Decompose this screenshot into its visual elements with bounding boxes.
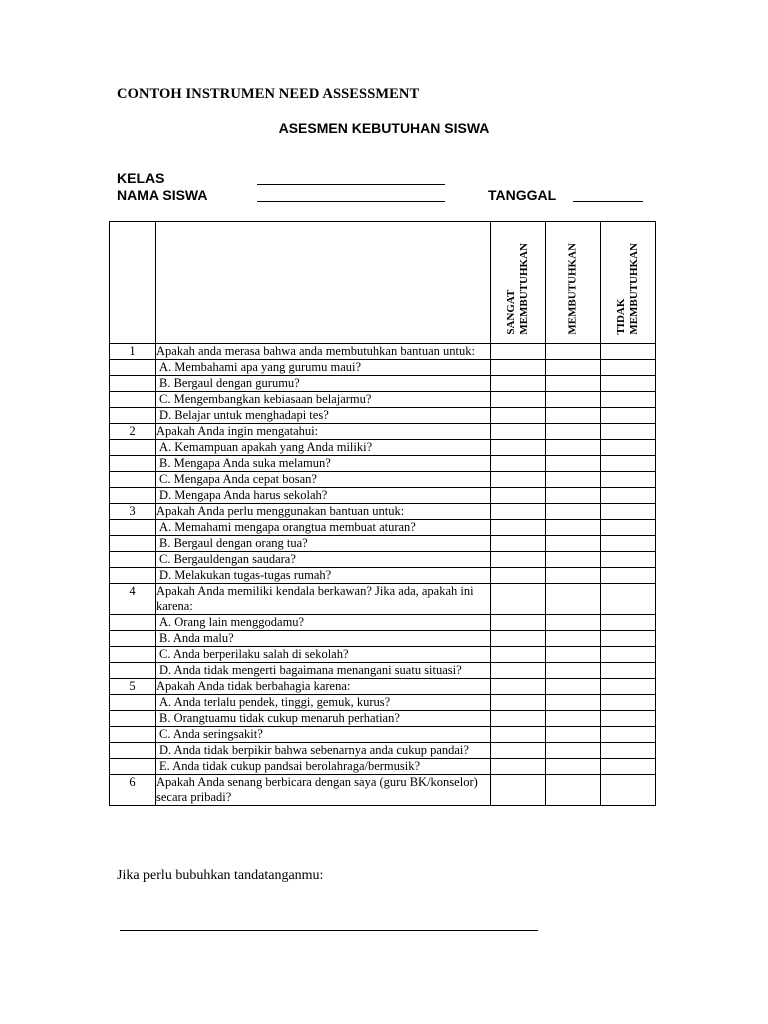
header-line: MEMBUTUHKAN (566, 243, 579, 335)
question-text (156, 344, 491, 360)
checkbox-tidak-membutuhkan[interactable] (601, 775, 656, 806)
checkbox-tidak-membutuhkan[interactable] (601, 552, 656, 568)
row-text: Apakah Anda memiliki kendala berkawan? Jika ada, apakah ini karena: (156, 584, 474, 613)
row-text: A. Orang lain menggodamu? (159, 615, 305, 629)
assessment-table (109, 221, 656, 806)
option-row (110, 456, 656, 472)
row-number (110, 520, 156, 536)
checkbox-membutuhkan[interactable] (546, 520, 601, 536)
row-number (110, 456, 156, 472)
row-number (110, 727, 156, 743)
question-text (156, 775, 491, 806)
checkbox-sangat-membutuhkan[interactable] (491, 743, 546, 759)
checkbox-sangat-membutuhkan[interactable] (491, 759, 546, 775)
checkbox-membutuhkan[interactable] (546, 711, 601, 727)
option-row (110, 727, 656, 743)
checkbox-sangat-membutuhkan[interactable] (491, 504, 546, 520)
row-text: D. Anda tidak berpikir bahwa sebenarnya anda cukup pandai? (159, 743, 469, 757)
document-subtitle (0, 120, 768, 136)
row-number (110, 408, 156, 424)
checkbox-sangat-membutuhkan[interactable] (491, 663, 546, 679)
row-number (110, 536, 156, 552)
checkbox-membutuhkan[interactable] (546, 631, 601, 647)
document-title: CONTOH INSTRUMEN NEED ASSESSMENT (117, 86, 420, 102)
option-text (156, 472, 491, 488)
checkbox-membutuhkan[interactable] (546, 360, 601, 376)
checkbox-sangat-membutuhkan[interactable] (491, 552, 546, 568)
checkbox-membutuhkan[interactable] (546, 408, 601, 424)
checkbox-membutuhkan[interactable] (546, 424, 601, 440)
checkbox-membutuhkan[interactable] (546, 568, 601, 584)
checkbox-sangat-membutuhkan[interactable] (491, 647, 546, 663)
row-text: C. Anda seringsakit? (159, 727, 263, 741)
assessment-form (109, 221, 656, 806)
row-text: B. Anda malu? (159, 631, 234, 645)
tanggal-label: TANGGAL (488, 187, 557, 203)
option-text (156, 663, 491, 679)
checkbox-sangat-membutuhkan[interactable] (491, 615, 546, 631)
option-row (110, 695, 656, 711)
checkbox-tidak-membutuhkan[interactable] (601, 759, 656, 775)
checkbox-tidak-membutuhkan[interactable] (601, 615, 656, 631)
checkbox-sangat-membutuhkan[interactable] (491, 631, 546, 647)
question-text (156, 424, 491, 440)
checkbox-membutuhkan[interactable] (546, 743, 601, 759)
option-text (156, 376, 491, 392)
checkbox-tidak-membutuhkan[interactable] (601, 695, 656, 711)
option-text (156, 488, 491, 504)
row-text: C. Anda berperilaku salah di sekolah? (159, 647, 349, 661)
question-row (110, 679, 656, 695)
row-number (110, 360, 156, 376)
tanggal-field[interactable] (573, 201, 643, 202)
option-text (156, 536, 491, 552)
checkbox-membutuhkan[interactable] (546, 440, 601, 456)
option-row (110, 472, 656, 488)
kelas-field[interactable] (257, 184, 445, 185)
checkbox-tidak-membutuhkan[interactable] (601, 440, 656, 456)
checkbox-tidak-membutuhkan[interactable] (601, 631, 656, 647)
checkbox-tidak-membutuhkan[interactable] (601, 488, 656, 504)
option-row (110, 392, 656, 408)
checkbox-sangat-membutuhkan[interactable] (491, 679, 546, 695)
row-number (110, 376, 156, 392)
header-line: MEMBUTUHKAN (628, 243, 640, 335)
checkbox-membutuhkan[interactable] (546, 504, 601, 520)
option-row (110, 759, 656, 775)
checkbox-tidak-membutuhkan[interactable] (601, 679, 656, 695)
checkbox-membutuhkan[interactable] (546, 584, 601, 615)
row-text: C. Mengapa Anda cepat bosan? (159, 472, 317, 486)
row-text: A. Anda terlalu pendek, tinggi, gemuk, kurus? (159, 695, 391, 709)
row-text: Apakah anda merasa bahwa anda membutuhkan bantuan untuk: (156, 344, 475, 358)
row-text: B. Orangtuamu tidak cukup menaruh perhatian? (159, 711, 400, 725)
header-line: TIDAK (615, 298, 627, 335)
checkbox-tidak-membutuhkan[interactable] (601, 663, 656, 679)
option-text (156, 552, 491, 568)
checkbox-sangat-membutuhkan[interactable] (491, 536, 546, 552)
option-row (110, 615, 656, 631)
row-number: 6 (110, 775, 156, 806)
checkbox-membutuhkan[interactable] (546, 552, 601, 568)
question-row (110, 584, 656, 615)
checkbox-tidak-membutuhkan[interactable] (601, 424, 656, 440)
checkbox-tidak-membutuhkan[interactable] (601, 584, 656, 615)
checkbox-membutuhkan[interactable] (546, 536, 601, 552)
row-text: B. Bergaul dengan orang tua? (159, 536, 308, 550)
row-text: D. Mengapa Anda harus sekolah? (159, 488, 328, 502)
option-text (156, 392, 491, 408)
question-row (110, 504, 656, 520)
option-text (156, 647, 491, 663)
row-text: Apakah Anda perlu menggunakan bantuan untuk: (156, 504, 405, 518)
row-text: Apakah Anda ingin mengatahui: (156, 424, 319, 438)
checkbox-tidak-membutuhkan[interactable] (601, 472, 656, 488)
checkbox-tidak-membutuhkan[interactable] (601, 727, 656, 743)
checkbox-membutuhkan[interactable] (546, 775, 601, 806)
option-row (110, 552, 656, 568)
header-line: SANGAT (505, 289, 517, 335)
option-text (156, 360, 491, 376)
row-number (110, 663, 156, 679)
row-number (110, 552, 156, 568)
row-number: 4 (110, 584, 156, 615)
checkbox-tidak-membutuhkan[interactable] (601, 456, 656, 472)
checkbox-tidak-membutuhkan[interactable] (601, 520, 656, 536)
option-text (156, 440, 491, 456)
header-blank (156, 222, 491, 344)
column-header-sangat-membutuhkan (491, 222, 546, 344)
checkbox-membutuhkan[interactable] (546, 344, 601, 360)
checkbox-sangat-membutuhkan[interactable] (491, 488, 546, 504)
row-text: D. Melakukan tugas-tugas rumah? (159, 568, 332, 582)
option-row (110, 663, 656, 679)
checkbox-membutuhkan[interactable] (546, 679, 601, 695)
checkbox-tidak-membutuhkan[interactable] (601, 344, 656, 360)
option-row (110, 568, 656, 584)
checkbox-sangat-membutuhkan[interactable] (491, 408, 546, 424)
option-text (156, 520, 491, 536)
option-text (156, 759, 491, 775)
row-number (110, 743, 156, 759)
header-line: MEMBUTUHKAN (518, 243, 530, 335)
option-text (156, 456, 491, 472)
column-header-tidak-membutuhkan (601, 222, 656, 344)
row-number: 5 (110, 679, 156, 695)
question-text (156, 504, 491, 520)
option-text (156, 408, 491, 424)
checkbox-membutuhkan[interactable] (546, 376, 601, 392)
row-text: Apakah Anda tidak berbahagia karena: (156, 679, 351, 693)
option-row (110, 631, 656, 647)
row-number (110, 647, 156, 663)
option-row (110, 440, 656, 456)
checkbox-tidak-membutuhkan[interactable] (601, 504, 656, 520)
option-row (110, 647, 656, 663)
row-number (110, 631, 156, 647)
header-row (110, 222, 656, 344)
checkbox-tidak-membutuhkan[interactable] (601, 743, 656, 759)
kelas-label: KELAS (117, 170, 165, 186)
checkbox-sangat-membutuhkan[interactable] (491, 344, 546, 360)
row-number: 3 (110, 504, 156, 520)
option-text (156, 568, 491, 584)
option-row (110, 520, 656, 536)
checkbox-sangat-membutuhkan[interactable] (491, 424, 546, 440)
checkbox-sangat-membutuhkan[interactable] (491, 568, 546, 584)
row-number (110, 488, 156, 504)
row-text: B. Mengapa Anda suka melamun? (159, 456, 331, 470)
row-text: Apakah Anda senang berbicara dengan saya (guru BK/konselor) secara pribadi? (156, 775, 478, 804)
checkbox-membutuhkan[interactable] (546, 488, 601, 504)
header-blank (110, 222, 156, 344)
signature-note: Jika perlu bubuhkan tandatanganmu: (117, 868, 324, 883)
row-number: 2 (110, 424, 156, 440)
checkbox-tidak-membutuhkan[interactable] (601, 408, 656, 424)
checkbox-sangat-membutuhkan[interactable] (491, 584, 546, 615)
row-text: C. Bergauldengan saudara? (159, 552, 296, 566)
question-text (156, 679, 491, 695)
question-row (110, 344, 656, 360)
option-row (110, 743, 656, 759)
checkbox-membutuhkan[interactable] (546, 472, 601, 488)
question-row (110, 424, 656, 440)
option-text (156, 727, 491, 743)
row-text: A. Kemampuan apakah yang Anda miliki? (159, 440, 373, 454)
row-text: E. Anda tidak cukup pandsai berolahraga/bermusik? (159, 759, 421, 773)
nama-siswa-label: NAMA SISWA (117, 187, 208, 203)
question-text (156, 584, 491, 615)
checkbox-sangat-membutuhkan[interactable] (491, 711, 546, 727)
checkbox-sangat-membutuhkan[interactable] (491, 727, 546, 743)
signature-line[interactable] (120, 930, 538, 931)
question-rows (110, 344, 656, 806)
row-text: D. Belajar untuk menghadapi tes? (159, 408, 329, 422)
checkbox-membutuhkan[interactable] (546, 392, 601, 408)
checkbox-sangat-membutuhkan[interactable] (491, 392, 546, 408)
option-row (110, 360, 656, 376)
row-text: D. Anda tidak mengerti bagaimana menangani suatu situasi? (159, 663, 462, 677)
checkbox-sangat-membutuhkan[interactable] (491, 695, 546, 711)
document-subtitle-text: ASESMEN KEBUTUHAN SISWA (278, 120, 490, 136)
checkbox-sangat-membutuhkan[interactable] (491, 360, 546, 376)
row-text: B. Bergaul dengan gurumu? (159, 376, 300, 390)
checkbox-sangat-membutuhkan[interactable] (491, 440, 546, 456)
checkbox-membutuhkan[interactable] (546, 647, 601, 663)
row-number (110, 472, 156, 488)
row-number (110, 568, 156, 584)
option-row (110, 408, 656, 424)
checkbox-tidak-membutuhkan[interactable] (601, 360, 656, 376)
checkbox-sangat-membutuhkan[interactable] (491, 376, 546, 392)
option-row (110, 376, 656, 392)
row-number (110, 695, 156, 711)
row-text: A. Memahami mengapa orangtua membuat aturan? (159, 520, 416, 534)
row-number (110, 615, 156, 631)
checkbox-membutuhkan[interactable] (546, 615, 601, 631)
checkbox-membutuhkan[interactable] (546, 695, 601, 711)
option-text (156, 615, 491, 631)
checkbox-sangat-membutuhkan[interactable] (491, 472, 546, 488)
checkbox-membutuhkan[interactable] (546, 727, 601, 743)
option-row (110, 536, 656, 552)
checkbox-tidak-membutuhkan[interactable] (601, 392, 656, 408)
row-number (110, 759, 156, 775)
option-row (110, 711, 656, 727)
row-text: A. Membahami apa yang gurumu maui? (159, 360, 362, 374)
option-text (156, 711, 491, 727)
option-text (156, 631, 491, 647)
row-number: 1 (110, 344, 156, 360)
question-row (110, 775, 656, 806)
checkbox-membutuhkan[interactable] (546, 456, 601, 472)
row-number (110, 440, 156, 456)
option-text (156, 695, 491, 711)
checkbox-sangat-membutuhkan[interactable] (491, 456, 546, 472)
option-row (110, 488, 656, 504)
column-header-membutuhkan (546, 222, 601, 344)
checkbox-tidak-membutuhkan[interactable] (601, 647, 656, 663)
row-number (110, 392, 156, 408)
checkbox-tidak-membutuhkan[interactable] (601, 376, 656, 392)
checkbox-tidak-membutuhkan[interactable] (601, 711, 656, 727)
nama-siswa-field[interactable] (257, 201, 445, 202)
checkbox-sangat-membutuhkan[interactable] (491, 520, 546, 536)
row-text: C. Mengembangkan kebiasaan belajarmu? (159, 392, 372, 406)
checkbox-sangat-membutuhkan[interactable] (491, 775, 546, 806)
option-text (156, 743, 491, 759)
checkbox-tidak-membutuhkan[interactable] (601, 536, 656, 552)
checkbox-tidak-membutuhkan[interactable] (601, 568, 656, 584)
checkbox-membutuhkan[interactable] (546, 759, 601, 775)
row-number (110, 711, 156, 727)
checkbox-membutuhkan[interactable] (546, 663, 601, 679)
